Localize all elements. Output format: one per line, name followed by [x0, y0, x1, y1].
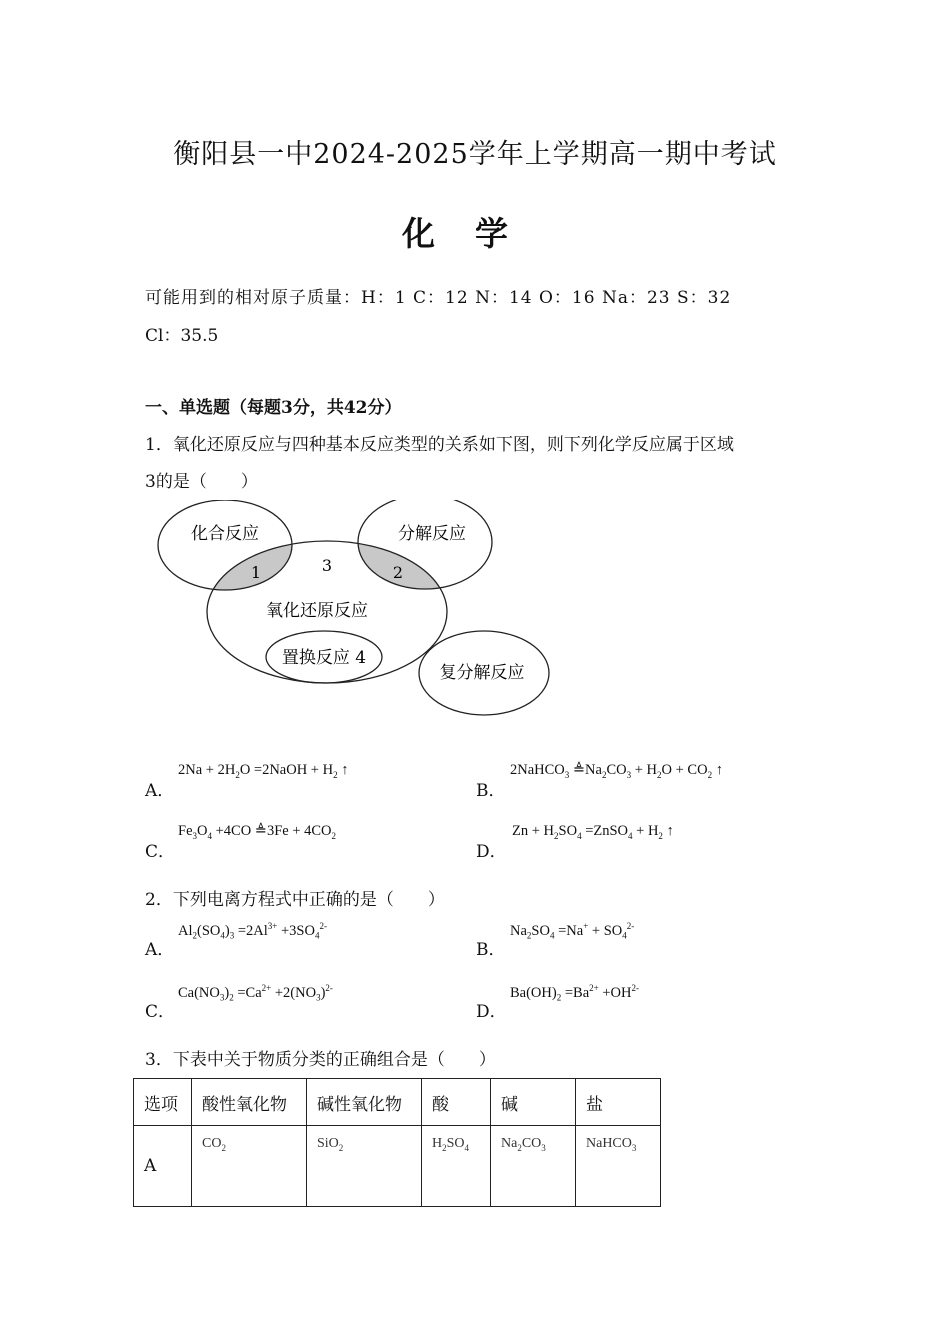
decomposition-label: 分解反应: [398, 524, 466, 544]
section-heading: 一、单选题（每题3分，共42分）: [145, 398, 402, 418]
q1-stem-line1: 1．氧化还原反应与四种基本反应类型的关系如下图，则下列化学反应属于区域: [145, 435, 734, 455]
q1-option-d-label: D．: [476, 842, 507, 862]
table-row: [134, 1126, 661, 1207]
classification-table: [133, 1078, 661, 1207]
row-a-base: $Na_2CO_3$: [491, 1126, 576, 1207]
redox-label: 氧化还原反应: [266, 601, 368, 621]
q2-stem: 2．下列电离方程式中正确的是（ ）: [145, 890, 445, 910]
header-basic-oxide: 碱性氧化物: [307, 1079, 422, 1126]
combination-label: 化合反应: [191, 524, 259, 544]
q1-option-c-equation: $Fe_3O_4 +4CO$ ≜3Fe + $4CO_2$: [178, 823, 337, 841]
q1-option-d-equation: $Zn + H_2SO_4$ =ZnSO$_4$ + $H_2$ ↑: [512, 823, 674, 841]
q2-option-a-equation: $Al_2(SO_4)_3 =2Al^{3+} +3SO_4^{2-}$: [178, 921, 327, 941]
exam-title: 衡阳县一中2024-2025学年上学期高一期中考试: [173, 139, 777, 170]
q1-stem-line2: 3的是（ ）: [145, 472, 258, 492]
q1-option-b-equation: 2NaHCO$_3$ $≜Na_2CO_3 + H_2O + CO_2$ ↑: [510, 762, 723, 780]
q1-option-a-equation: $2Na + 2H_2O$ =2NaOH + $H_2$ ↑: [178, 762, 349, 780]
q2-option-b-label: B．: [476, 940, 506, 960]
region3-label: 3: [321, 556, 333, 575]
atomic-mass-line1: 可能用到的相对原子质量：H：1 C：12 N：14 O：16 Na：23 S：32: [145, 288, 732, 308]
header-acid: 酸: [422, 1079, 491, 1126]
double-decomposition-label: 复分解反应: [439, 663, 525, 683]
row-a-option: A: [134, 1126, 192, 1207]
q2-option-b-equation: $Na_2SO_4 =Na^+ + SO_4^{2-}$: [510, 921, 635, 941]
q2-option-d-label: D．: [476, 1002, 507, 1022]
q2-option-d-equation: $Ba(OH)_2 =Ba^{2+} +OH^{2-}$: [510, 983, 639, 1003]
reaction-type-diagram: [150, 500, 560, 725]
header-option: 选项: [134, 1079, 192, 1126]
q2-option-a-label: A．: [145, 940, 175, 960]
row-a-acid: $H_2SO_4$: [422, 1126, 491, 1207]
region1-label: 1: [250, 563, 262, 582]
row-a-salt: NaHCO$_3$: [576, 1126, 661, 1207]
row-a-acidic-oxide: $CO_2$: [192, 1126, 307, 1207]
q3-stem: 3．下表中关于物质分类的正确组合是（ ）: [145, 1050, 496, 1070]
header-base: 碱: [491, 1079, 576, 1126]
displacement-label: 置换反应 4: [281, 648, 367, 668]
header-salt: 盐: [576, 1079, 661, 1126]
atomic-mass-line2: Cl：35.5: [145, 326, 219, 346]
subject-title: 化学: [402, 214, 548, 253]
table-header-row: [134, 1079, 661, 1126]
header-acidic-oxide: 酸性氧化物: [192, 1079, 307, 1126]
row-a-basic-oxide: SiO$_2$: [307, 1126, 422, 1207]
region2-label: 2: [392, 563, 404, 582]
q1-option-a-label: A．: [145, 781, 175, 801]
q1-option-c-label: C．: [145, 842, 176, 862]
q1-option-b-label: B．: [476, 781, 506, 801]
q2-option-c-label: C．: [145, 1002, 176, 1022]
q2-option-c-equation: $Ca(NO_3)_2 =Ca^{2+} +2(NO_3)^{2-}$: [178, 983, 333, 1003]
